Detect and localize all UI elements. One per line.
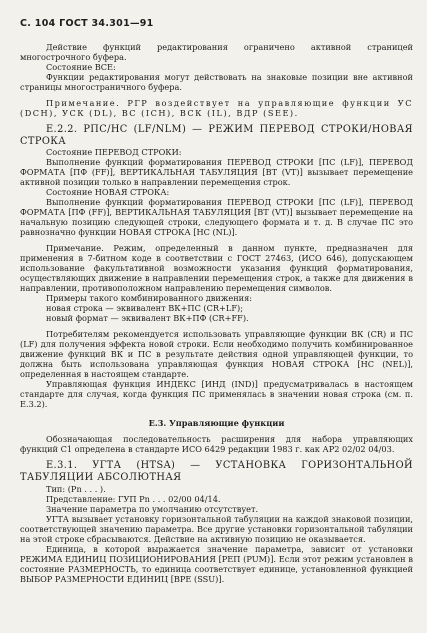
document-body [20,42,413,585]
paragraph: Состояние ПЕРЕВОД СТРОКИ: [46,147,182,158]
paragraph: Значение параметра по умолчанию отсутствует. [46,504,259,515]
paragraph: Действие функций редактирования ограничено активной страницей многострочного буфера. [20,41,413,62]
paragraph: Потребителям рекомендуется использовать управляющие функции ВК (CR) и ПС (LF) для получения эффекта новой строки. Если необходимо получить комбинированное движение функций ВК и ПС в результате действия одной управляющей функции, то должна быть использована управляющая функция НОВАЯ СТРОКА [НС (NEL)], определенная в настоящем стандарте. [20,329,413,380]
paragraph: Функции редактирования могут действовать на знаковые позиции вне активной страницы многостраничного буфера. [20,71,413,92]
paragraph: Тип: (Pn . . . ). [46,484,106,495]
paragraph: новая строка — эквивалент ВК+ПС (CR+LF); [46,303,243,314]
paragraph: Выполнение функций форматирования ПЕРЕВОД СТРОКИ [ПС (LF)], ПЕРЕВОД ФОРМАТА [ПФ (FF)], ВЕРТИКАЛЬНАЯ ТАБУЛЯЦИЯ [ВТ (VT)] вызывает перемещение на начальную позицию следующей строки, следующего формата и т. д. В случае ПС это равнозначно функции НОВАЯ СТРОКА [НС (NL)]. [20,197,413,238]
paragraph: Обозначающая последовательность расширения для набора управляющих функций С1 определена в стандарте ИСО 6429 редакции 1983 г. как АР2 02/02 04/03. [20,434,413,455]
paragraph: Состояние ВСЕ: [46,61,116,72]
page-header: С. 104 ГОСТ 34.301—91 [20,18,154,29]
paragraph: Состояние НОВАЯ СТРОКА: [46,187,170,198]
paragraph: Выполнение функций форматирования ПЕРЕВОД СТРОКИ [ПС (LF)], ПЕРЕВОД ФОРМАТА [ПФ (FF)], ВЕРТИКАЛЬНАЯ ТАБУЛЯЦИЯ [ВТ (VT)] вызывает перемещение активной позиции только в направлении перемещения строк. [20,157,413,188]
paragraph: Примечание. РГР воздействует на управляющие функции УС (DCH), УСК (DL), ВС (ICH), ВСК (IL), ВДР (SEE). [20,97,413,118]
paragraph: Е.3.1. УГТА (HTSA) — УСТАНОВКА ГОРИЗОНТАЛЬНОЙ ТАБУЛЯЦИИ АБСОЛЮТНАЯ [20,460,413,484]
paragraph: Управляющая функция ИНДЕКС [ИНД (IND)] предусматривалась в настоящем стандарте для случая, когда функция ПС применялась в значении новая строка (см. п. Е.3.2). [20,379,413,410]
paragraph: Единица, в которой выражается значение параметра, зависит от установки РЕЖИМА ЕДИНИЦ ПОЗИЦИОНИРОВАНИЯ [РЕП (PUM)]. Если этот режим установлен в состояние РАЗМЕРНОСТЬ, то единица соответствует единице, установленной функцией ВЫБОР РАЗМЕРНОСТИ ЕДИНИЦ [ВРЕ (SSU)]. [20,544,413,585]
paragraph: новый формат — эквивалент ВК+ПФ (CR+FF). [46,313,249,324]
paragraph: УГТА вызывает установку горизонтальной табуляции на каждой знаковой позиции, соответствующей значению параметра. Все другие установки горизонтальной табуляции на этой строке сбрасываются. Действие на активную позицию не оказывается. [20,514,413,545]
paragraph: Е.3. Управляющие функции [148,418,285,429]
paragraph: Примеры такого комбинированного движения: [46,293,253,304]
paragraph: Представление: ГУП Pn . . . 02/00 04/14. [46,494,221,505]
paragraph: Примечание. Режим, определенный в данном пункте, предназначен для применения в 7-битном коде в соответствии с ГОСТ 27463, (ИСО 646), допускающем использование факультативной возможности указания функций форматирования, осуществляющих движение в направлении перемещения строк, а также для движения в направлении, противоположном направлению перемещения символов. [20,243,413,294]
paragraph: Е.2.2. РПС/НС (LF/NLM) — РЕЖИМ ПЕРЕВОД СТРОКИ/НОВАЯ СТРОКА [20,123,413,147]
